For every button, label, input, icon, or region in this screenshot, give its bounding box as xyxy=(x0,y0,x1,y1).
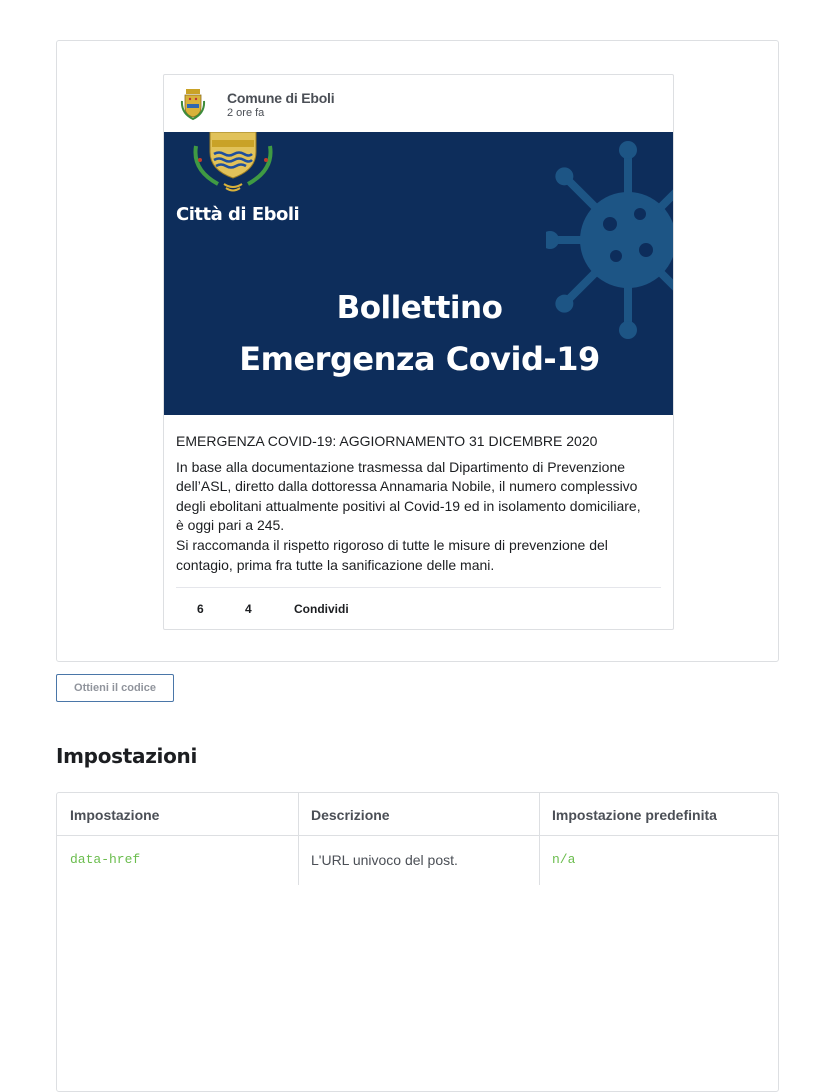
post-footer xyxy=(176,587,661,629)
post-title: EMERGENZA COVID-19: AGGIORNAMENTO 31 DICEMBRE 2020 xyxy=(176,433,598,449)
column-divider xyxy=(298,793,299,885)
post-body-line: dell’ASL, diretto dalla dottoressa Annamaria Nobile, il numero complessivo xyxy=(176,478,638,495)
image-headline-line2: Emergenza Covid-19 xyxy=(239,340,600,378)
comments-count[interactable]: 4 xyxy=(245,602,252,616)
settings-table xyxy=(56,792,779,1092)
embedded-post xyxy=(163,74,674,630)
image-headline-line1: Bollettino xyxy=(336,290,503,326)
settings-section-title: Impostazioni xyxy=(56,744,198,768)
coat-of-arms-avatar-icon[interactable] xyxy=(180,87,206,121)
page-name-link[interactable]: Comune di Eboli xyxy=(227,90,335,106)
city-coat-of-arms-icon xyxy=(190,132,276,194)
post-body-line: contagio, prima fra tutte la sanificazione delle mani. xyxy=(176,556,495,573)
header-description: Descrizione xyxy=(311,807,390,823)
reactions-count[interactable]: 6 xyxy=(197,602,204,616)
setting-name-cell: data-href xyxy=(70,852,141,867)
post-body-line: degli ebolitani attualmente positivi al Covid-19 ed in isolamento domiciliare, xyxy=(176,497,641,514)
header-default: Impostazione predefinita xyxy=(552,807,717,823)
share-button[interactable]: Condividi xyxy=(294,602,349,616)
post-text xyxy=(176,432,664,575)
post-header xyxy=(164,75,673,132)
virus-graphic-icon xyxy=(546,132,674,372)
embed-preview-box xyxy=(56,40,779,662)
setting-default-cell: n/a xyxy=(552,852,576,867)
column-divider xyxy=(539,793,540,885)
post-image[interactable] xyxy=(164,132,674,415)
post-timestamp[interactable]: 2 ore fa xyxy=(227,107,265,119)
get-code-button[interactable]: Ottieni il codice xyxy=(56,674,174,702)
post-body-line: In base alla documentazione trasmessa dal Dipartimento di Prevenzione xyxy=(176,458,626,475)
post-body-line: Si raccomanda il rispetto rigoroso di tutte le misure di prevenzione del xyxy=(176,536,608,553)
city-label: Città di Eboli xyxy=(176,204,300,225)
setting-description-cell: L'URL univoco del post. xyxy=(311,852,458,868)
header-setting: Impostazione xyxy=(70,807,160,823)
post-body-line: è oggi pari a 245. xyxy=(176,517,285,534)
